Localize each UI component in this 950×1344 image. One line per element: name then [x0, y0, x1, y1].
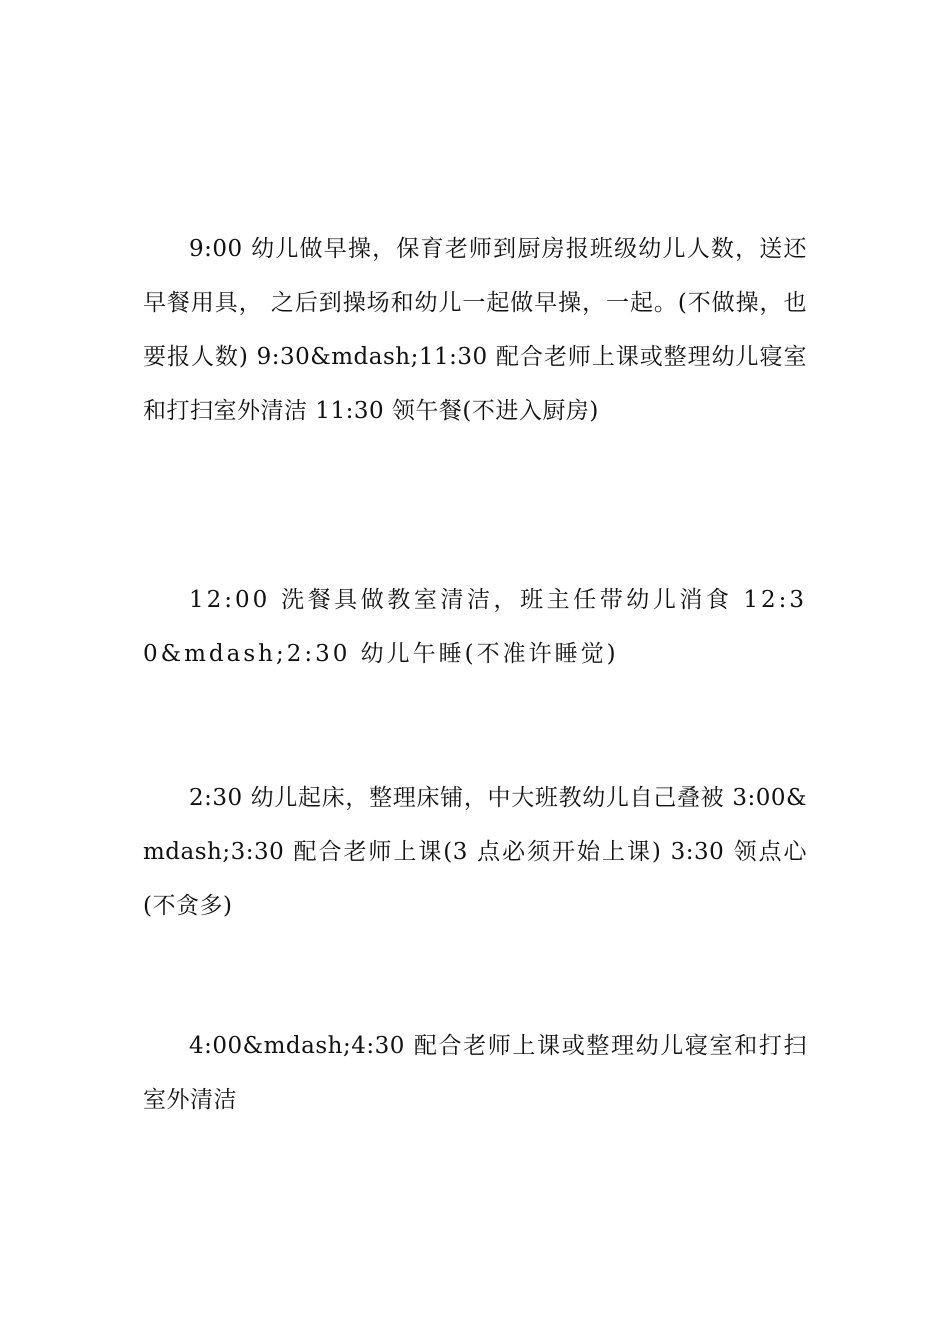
schedule-paragraph-noon: 12:00 洗餐具做教室清洁，班主任带幼儿消食 12:30&mdash;2:30 幼儿午睡(不准许睡觉) [143, 587, 807, 667]
schedule-paragraph-late-afternoon: 4:00&mdash;4:30 配合老师上课或整理幼儿寝室和打扫室外清洁 [143, 1033, 807, 1113]
schedule-paragraph-morning: 9:00 幼儿做早操，保育老师到厨房报班级幼儿人数，送还早餐用具， 之后到操场和幼儿一起做早操，一起。(不做操，也要报人数) 9:30&mdash;11:30 配合老师上课或整理幼儿寝室和打扫室外清洁 11:30 领午餐(不进入厨房) [143, 236, 807, 424]
schedule-paragraph-afternoon: 2:30 幼儿起床，整理床铺，中大班教幼儿自己叠被 3:00&mdash;3:30 配合老师上课(3 点必须开始上课) 3:30 领点心(不贪多) [143, 785, 807, 919]
